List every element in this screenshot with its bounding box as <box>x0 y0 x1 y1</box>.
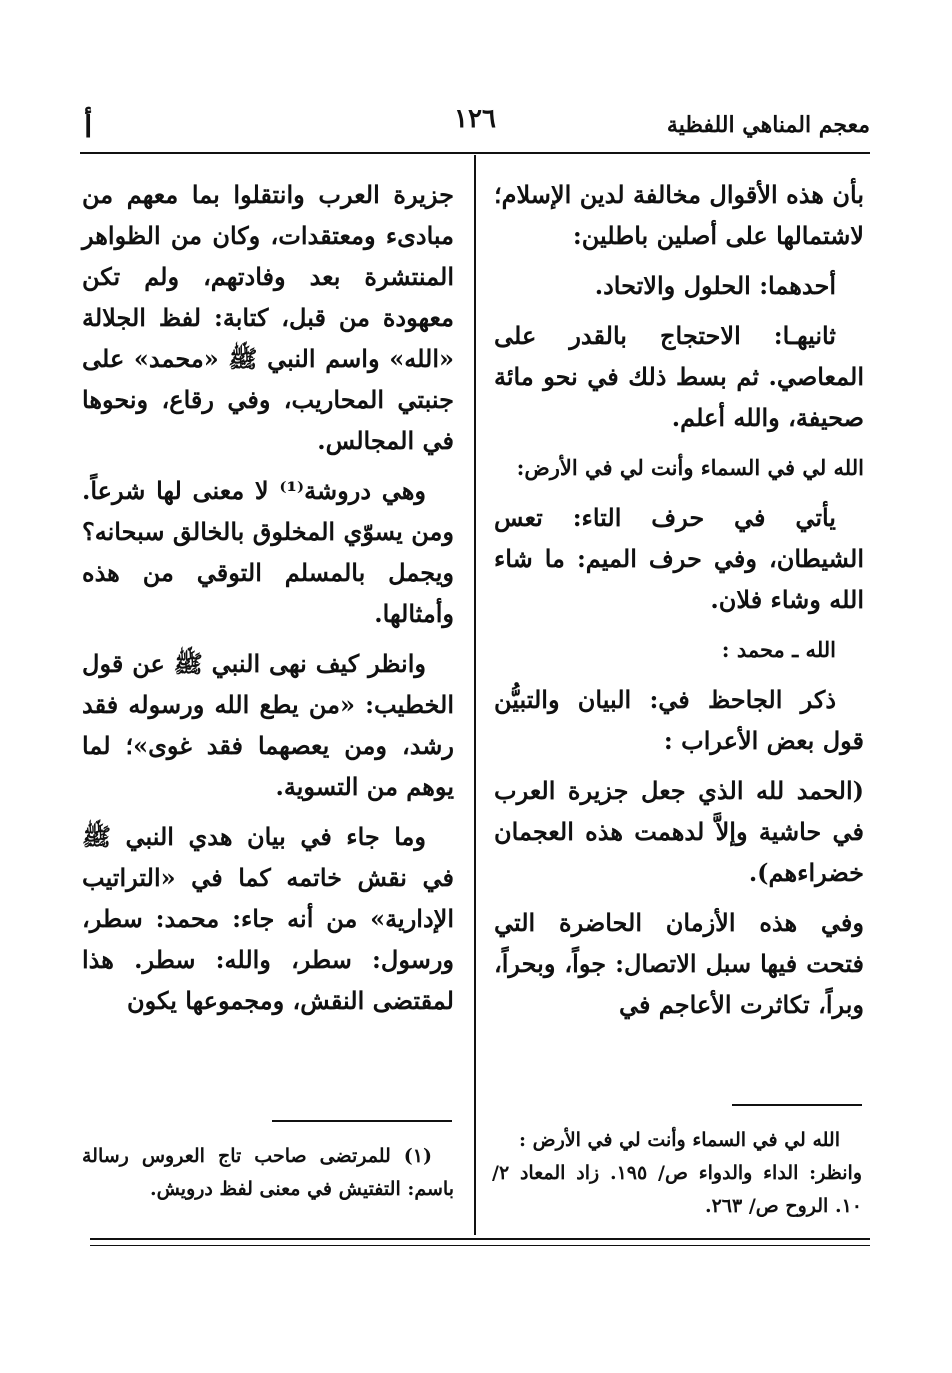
paragraph: بأن هذه الأقوال مخالفة لدين الإسلام؛ لاشتمالها على أصلين باطلين: <box>494 180 864 250</box>
right-column <box>494 174 864 1034</box>
paragraph: وهي دروشة⁽¹⁾ لا معنى لها شرعاً. ومن يسوّي المخلوق بالخالق سبحانه؟ ويجمل بالمسلم التوقي من هذه وأمثالها. <box>82 476 454 628</box>
paragraph: ذكر الجاحظ في: البيان والتبيُّن قول بعض الأعراب : <box>494 685 864 755</box>
page-number: ١٢٦ <box>454 104 496 134</box>
paragraph: الله لي في السماء وأنت لي في الأرض : <box>519 1129 840 1151</box>
footnote-rule-left <box>272 1120 452 1122</box>
paragraph: أحدهما: الحلول والاتحاد. <box>594 271 836 300</box>
footnote-left <box>82 1140 454 1206</box>
bottom-rule <box>90 1238 870 1240</box>
section-mark: أ <box>84 110 93 145</box>
paragraph: يأتي في حرف التاء: تعس الشيطان، وفي حرف الميم: ما شاء الله وشاء فلان. <box>494 503 864 614</box>
paragraph: الله لي في السماء وأنت لي في الأرض: <box>516 455 864 480</box>
paragraph: الله ـ محمد : <box>721 637 836 662</box>
column-separator <box>474 155 476 1235</box>
bottom-rule-thin <box>90 1245 870 1246</box>
footnote-rule-right <box>732 1104 862 1106</box>
paragraph: وما جاء في بيان هدي النبي ﷺ في نقش خاتمه كما في «التراتيب الإدارية» من أنه جاء: محمد: سطر، ورسول: سطر، والله: سطر. هذا لمقتضى النقش، ومجموعها يكون <box>82 822 454 1015</box>
left-column <box>82 174 454 1030</box>
page-header <box>80 104 870 148</box>
paragraph: وانظر كيف نهى النبي ﷺ عن قول الخطيب: «من يطع الله ورسوله فقد رشد، ومن يعصهما فقد غوى»؛ لما يوهم من التسوية. <box>82 649 454 801</box>
book-title: معجم المناهي اللفظية <box>666 112 870 138</box>
paragraph: ثانيهـا: الاحتجاج بالقدر على المعاصي. ثم بسط ذلك في نحو مائة صحيفة، والله أعلم. <box>494 321 864 432</box>
paragraph: (١) للمرتضى صاحب تاج العروس رسالة باسم: التفتيش في معنى لفظ درويش. <box>82 1145 454 1200</box>
footnote-right <box>492 1124 862 1223</box>
paragraph: وفي هذه الأزمان الحاضرة التي فتحت فيها سبل الاتصال: جواً، وبحراً، وبراً، تكاثرت الأعاجم في <box>494 908 864 1019</box>
paragraph: وانظر: الداء والدواء ص/ ١٩٥. زاد المعاد ٢/ ١٠. الروح ص/ ٢٦٣. <box>492 1162 862 1217</box>
paragraph: جزيرة العرب وانتقلوا بما معهم من مبادىء ومعتقدات، وكان من الظواهر المنتشرة بعد وفادتهم، ولم تكن معهودة من قبل، كتابة: لفظ الجلالة «الله» واسم النبي ﷺ «محمد» على جنبتي المحاريب، وفي رقاع، ونحوها في المجالس. <box>82 180 454 455</box>
header-rule <box>80 152 870 154</box>
paragraph: (الحمد لله الذي جعل جزيرة العرب في حاشية وإلاَّ لدهمت هذه العجمان خضراءهم). <box>494 776 864 887</box>
